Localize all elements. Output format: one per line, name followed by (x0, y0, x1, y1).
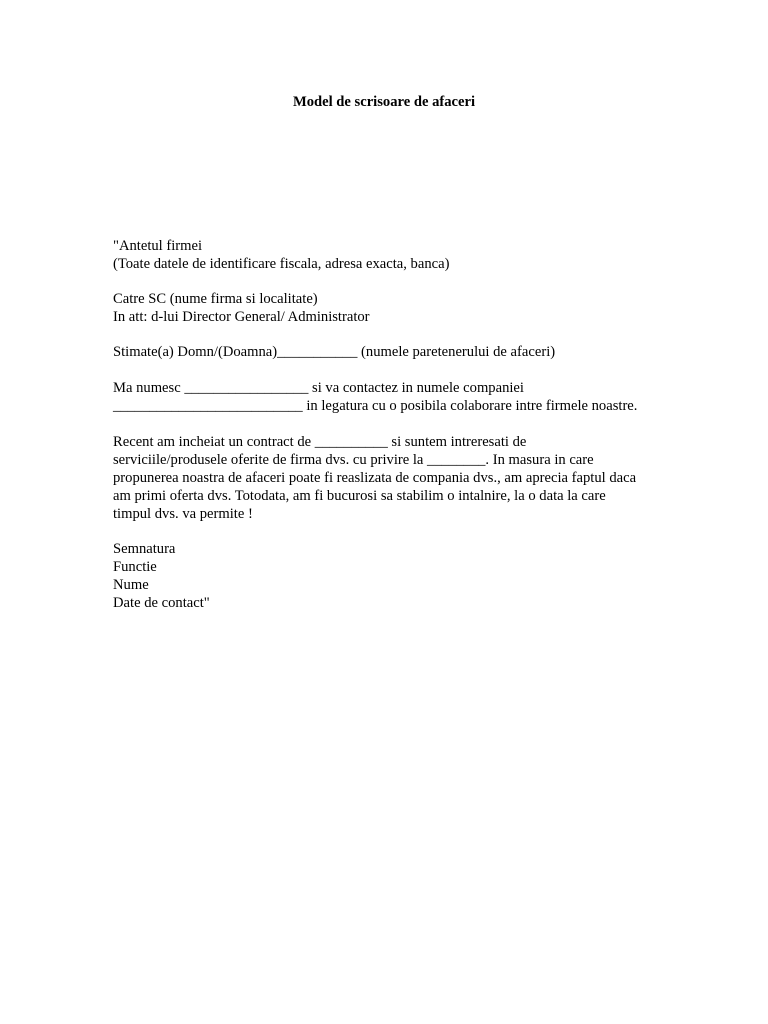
body-line: serviciile/produsele oferite de firma dvs. cu privire la ________. In masura in care (113, 452, 594, 468)
body-line: Recent am incheiat un contract de __________ si suntem intreresati de (113, 434, 527, 450)
intro-line: __________________________ in legatura cu o posibila colaborare intre firmele noastre. (113, 398, 638, 414)
recipient-line: Catre SC (nume firma si localitate) (113, 291, 318, 307)
body-paragraph (113, 433, 636, 523)
header-line: "Antetul firmei (113, 238, 203, 254)
document-title: Model de scrisoare de afaceri (292, 94, 476, 110)
signature-line: Date de contact" (113, 595, 210, 611)
signature-line: Nume (113, 577, 149, 593)
greeting-line: Stimate(a) Domn/(Doamna)___________ (numele paretenerului de afaceri) (113, 344, 556, 360)
header-line: (Toate datele de identificare fiscala, adresa exacta, banca) (113, 256, 450, 272)
signature-line: Semnatura (113, 541, 176, 557)
body-line: timpul dvs. va permite ! (113, 506, 253, 522)
recipient-line: In att: d-lui Director General/ Administrator (113, 309, 370, 325)
body-line: am primi oferta dvs. Totodata, am fi bucurosi sa stabilim o intalnire, la o data la care (113, 488, 606, 504)
recipient-block (113, 290, 370, 326)
company-header-block (113, 237, 449, 273)
signature-line: Functie (113, 559, 157, 575)
body-line: propunerea noastra de afaceri poate fi reaslizata de compania dvs., am aprecia faptul daca (113, 470, 637, 486)
intro-line: Ma numesc _________________ si va contactez in numele companiei (113, 380, 524, 396)
greeting-block (113, 343, 555, 361)
signature-block (113, 540, 210, 612)
intro-paragraph (113, 379, 637, 415)
